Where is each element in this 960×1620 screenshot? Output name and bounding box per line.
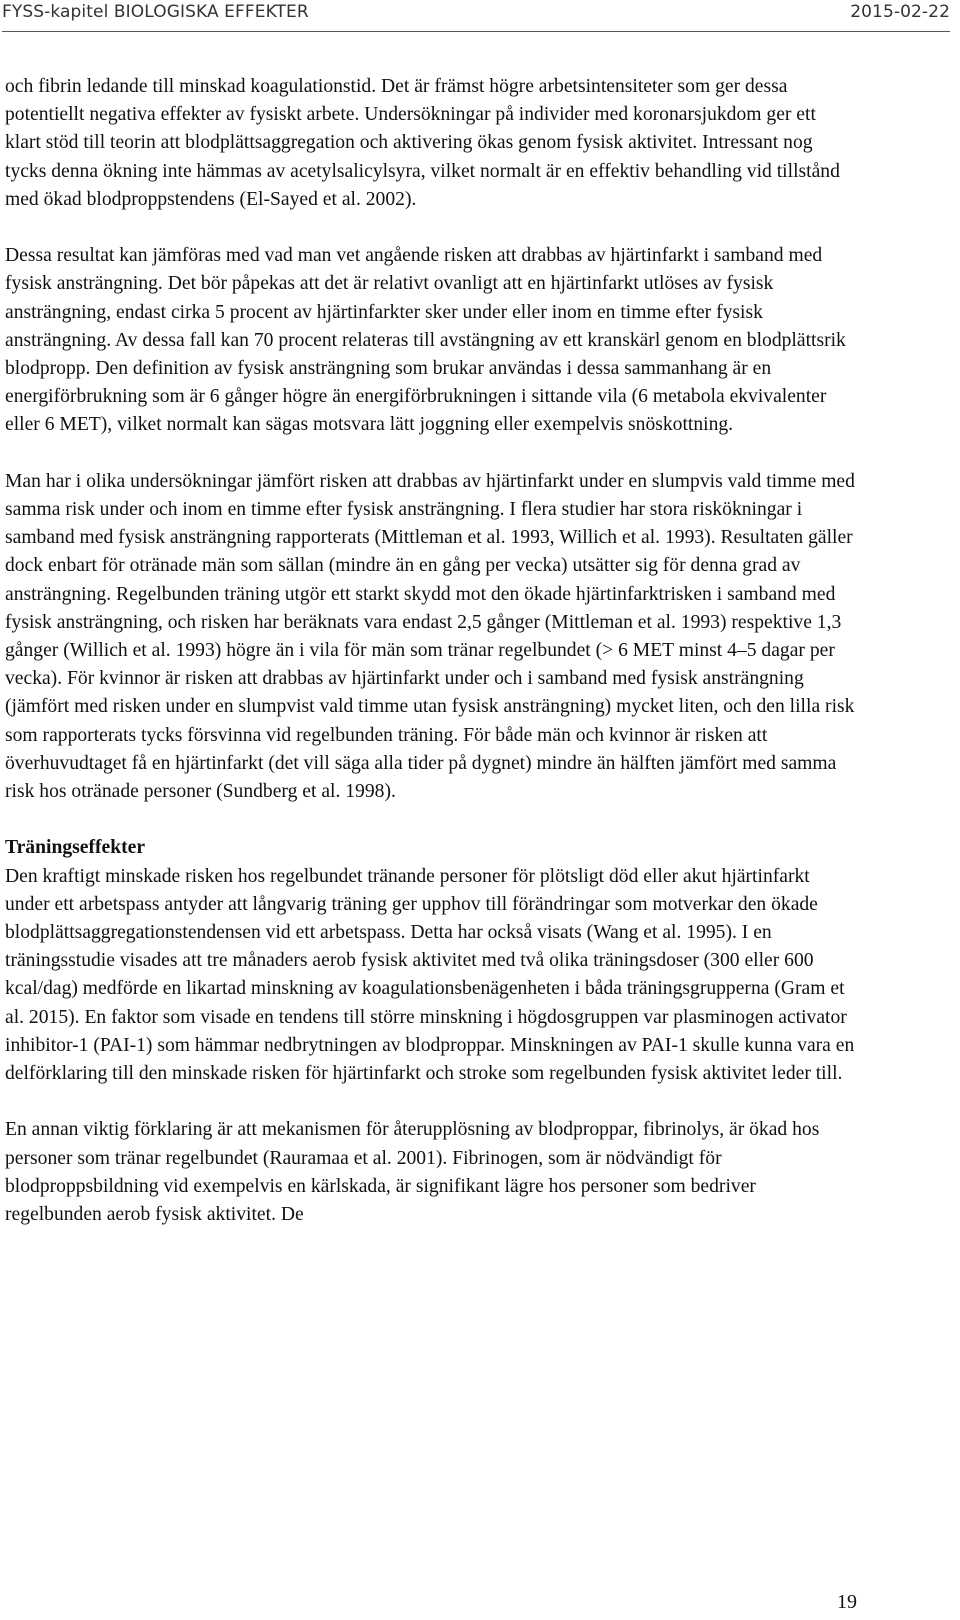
header-rule: [2, 31, 950, 32]
page-number: 19: [837, 1591, 857, 1613]
header-title: FYSS-kapitel BIOLOGISKA EFFEKTER: [2, 2, 309, 22]
paragraph-1: och fibrin ledande till minskad koagulationstid. Det är främst högre arbetsintensiteter som ger dessa potentiellt negativa effekter av fysiskt arbete. Undersökningar på individer med koronarsjukdom ger ett klart stöd till teorin att blodplättsaggregation och aktivering ökas genom fysisk aktivitet. Intressant nog tycks denna ökning inte hämmas av acetylsalicylsyra, vilket normalt är en effektiv behandling vid tillstånd med ökad blodproppstendens (El-Sayed et al. 2002).: [5, 76, 840, 210]
section-paragraph-2: En annan viktig förklaring är att mekanismen för återupplösning av blodproppar, fibrinolys, är ökad hos personer som tränar regelbundet (Rauramaa et al. 2001). Fibrinogen, som är nödvändigt för blodproppsbildning vid exempelvis en kärlskada, är signifikant lägre hos personer som bedriver regelbunden aerob fysisk aktivitet. De: [5, 1119, 820, 1226]
header-date: 2015-02-22: [850, 2, 950, 22]
paragraph-2: Dessa resultat kan jämföras med vad man vet angående risken att drabbas av hjärtinfarkt i samband med fysisk ansträngning. Det bör påpekas att det är relativt ovanligt att en hjärtinfarkt utlöses av fysisk ansträngning, endast cirka 5 procent av hjärtinfarkter sker under eller inom en timme efter fysisk ansträngning. Av dessa fall kan 70 procent relateras till avstängning av ett kranskärl genom en blodplättsrik blodpropp. Den definition av fysisk ansträngning som brukar användas i dessa sammanhang är en energiförbrukning som är 6 gånger högre än energiförbrukningen i sittande vila (6 metabola ekvivalenter eller 6 MET), vilket normalt kan sägas motsvara lätt joggning eller exempelvis snöskottning.: [5, 245, 846, 436]
page-header: [2, 2, 950, 30]
paragraph-3: Man har i olika undersökningar jämfört risken att drabbas av hjärtinfarkt under en slumpvis vald timme med samma risk under och inom en timme efter fysisk ansträngning. I flera studier har stora riskökningar i samband med fysisk ansträngning rapporterats (Mittleman et al. 1993, Willich et al. 1993). Resultaten gäller dock enbart för otränade män som sällan (mindre än en gång per vecka) utsätter sig för denna grad av ansträngning. Regelbunden träning utgör ett starkt skydd mot den ökade hjärtinfarktrisken i samband med fysisk ansträngning, och risken har beräknats vara endast 2,5 gånger (Mittleman et al. 1993) respektive 1,3 gånger (Willich et al. 1993) högre än i vila för män som tränar regelbundet (> 6 MET minst 4–5 dagar per vecka). För kvinnor är risken att drabbas av hjärtinfarkt under och i samband med fysisk ansträngning (jämfört med risken under en slumpvist vald timme utan fysisk ansträngning) mycket liten, och den lilla risk som rapporterats tycks försvinna vid regelbunden träning. För både män och kvinnor är risken att överhuvudtaget få en hjärtinfarkt (det vill säga alla tider på dygnet) mindre än hälften jämfört med samma risk hos otränade personer (Sundberg et al. 1998).: [5, 470, 855, 803]
section-paragraph-1: Den kraftigt minskade risken hos regelbundet tränande personer för plötsligt död eller akut hjärtinfarkt under ett arbetspass antyder att långvarig träning ger upphov till förändringar som motverkar den ökade blodplättsaggregationstendensen vid ett arbetspass. Detta har också visats (Wang et al. 1995). I en träningsstudie visades att tre månaders aerob fysisk aktivitet med två olika träningsdoser (300 eller 600 kcal/dag) medförde en likartad minskning av koagulationsbenägenheten i båda träningsgrupperna (Gram et al. 2015). En faktor som visade en tendens till större minskning i högdosgruppen var plasminogen activator inhibitor-1 (PAI-1) som hämmar nedbrytningen av blodproppar. Minskningen av PAI-1 skulle kunna vara en delförklaring till den minskade risken för hjärtinfarkt och stroke som regelbunden fysisk aktivitet leder till.: [5, 865, 855, 1085]
section-heading: Träningseffekter: [5, 837, 146, 859]
document-body: [5, 73, 855, 1229]
